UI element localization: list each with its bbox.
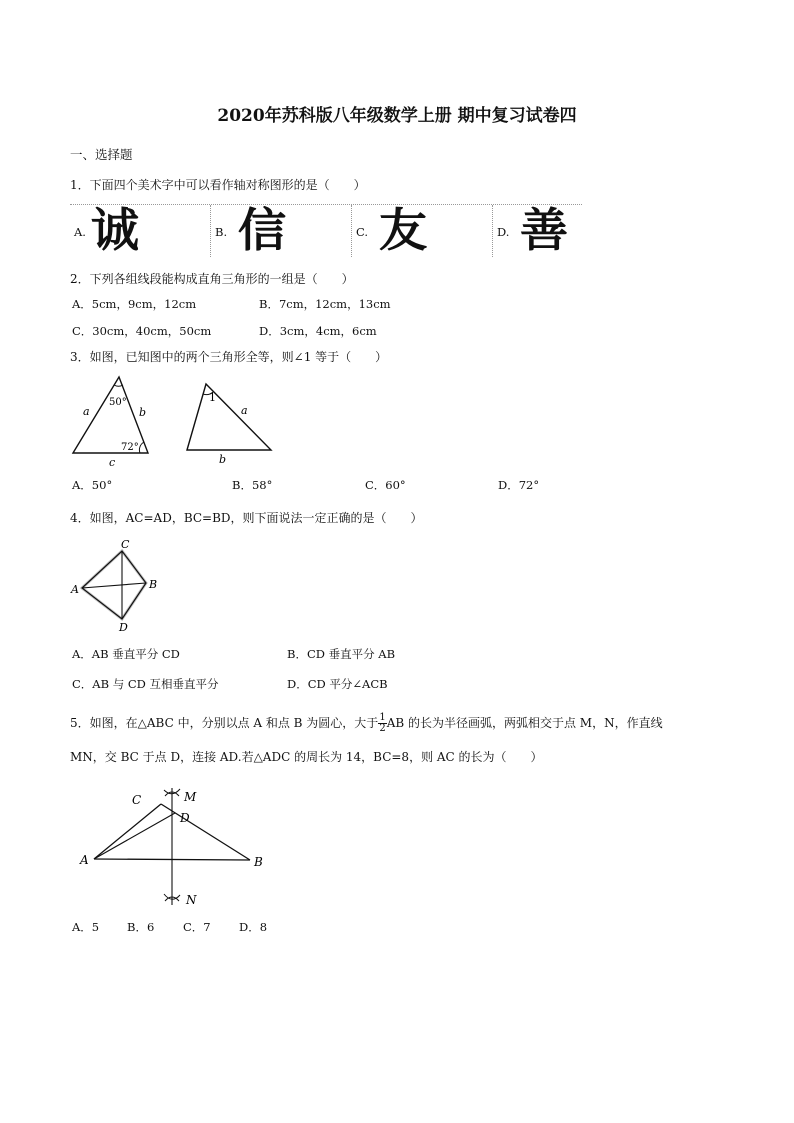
- q3-side-b-left: b: [139, 406, 147, 419]
- q1-option-c-char: 友: [378, 203, 427, 257]
- q3-side-b-right: b: [219, 453, 227, 466]
- q4-label-d: D: [119, 621, 128, 634]
- q4-option-b[interactable]: B．CD 垂直平分 AB: [287, 647, 396, 661]
- q4-figure: [66, 536, 176, 636]
- q1-option-a-label: A.: [74, 225, 86, 239]
- q5-stem-line1: [70, 713, 663, 734]
- q3-figure: [66, 370, 286, 470]
- q3-side-a-right: a: [241, 404, 248, 417]
- q3-angle-50: 50°: [109, 397, 127, 408]
- q2-option-d[interactable]: D．3cm，4cm，6cm: [259, 324, 377, 338]
- q5-figure: [74, 780, 284, 915]
- q5-label-m: M: [184, 790, 197, 804]
- section-heading: 一、选择题: [70, 147, 133, 162]
- q3-side-c-left: c: [109, 456, 116, 469]
- q4-stem: 4．如图，AC=AD，BC=BD，则下面说法一定正确的是（ ）: [70, 511, 423, 525]
- q5-label-n: N: [186, 893, 197, 907]
- q1-option-c-label: C.: [356, 225, 369, 239]
- q5-label-a: A: [80, 853, 89, 867]
- q1-option-b-char: 信: [237, 203, 286, 257]
- q3-stem: 3．如图，已知图中的两个三角形全等，则∠1 等于（ ）: [70, 350, 388, 364]
- q3-angle-72: 72°: [121, 442, 139, 453]
- q4-option-a[interactable]: A．AB 垂直平分 CD: [72, 647, 180, 661]
- q5-option-c[interactable]: C．7: [183, 920, 211, 934]
- q5-fraction-denominator: 2: [379, 723, 386, 734]
- q3-option-c[interactable]: C．60°: [365, 478, 406, 492]
- q5-stem-part-b: AB 的长为半径画弧，两弧相交于点 M，N，作直线: [386, 716, 663, 730]
- q5-label-d: D: [180, 811, 190, 825]
- q3-triangle-right: [187, 384, 271, 466]
- q3-option-d[interactable]: D．72°: [498, 478, 540, 492]
- q5-label-c: C: [132, 793, 142, 807]
- q1-option-d-char: 善: [519, 203, 568, 257]
- q1-option-a[interactable]: [70, 205, 210, 257]
- q1-stem: 1．下面四个美术字中可以看作轴对称图形的是（ ）: [70, 178, 366, 192]
- q5-option-d[interactable]: D．8: [239, 920, 268, 934]
- q5-fraction: [378, 713, 386, 734]
- q1-options: [70, 205, 582, 257]
- q5-stem-line2: MN，交 BC 于点 D，连接 AD.若△ADC 的周长为 14，BC=8，则 AC 的长为（ ）: [70, 750, 543, 764]
- q3-triangle-left: [73, 377, 148, 469]
- q3-side-a-left: a: [83, 405, 90, 418]
- q1-option-b[interactable]: [210, 205, 352, 257]
- q5-option-b[interactable]: B．6: [127, 920, 155, 934]
- q2-stem: 2．下列各组线段能构成直角三角形的一组是（ ）: [70, 272, 354, 286]
- q3-option-a[interactable]: A．50°: [72, 478, 113, 492]
- q3-option-b[interactable]: B．58°: [232, 478, 273, 492]
- q5-option-a[interactable]: A．5: [72, 920, 100, 934]
- q2-option-b[interactable]: B．7cm，12cm，13cm: [259, 297, 391, 311]
- q2-option-c[interactable]: C．30cm，40cm，50cm: [72, 324, 212, 338]
- q1-option-c[interactable]: [351, 205, 493, 257]
- q4-label-c: C: [121, 538, 130, 551]
- q3-angle-1: 1: [209, 391, 216, 404]
- q2-option-a[interactable]: A．5cm，9cm，12cm: [72, 297, 197, 311]
- q5-label-b: B: [254, 855, 263, 869]
- q4-label-a: A: [71, 583, 79, 596]
- q4-label-b: B: [149, 578, 158, 591]
- page-title: 2020年苏科版八年级数学上册 期中复习试卷四: [217, 106, 577, 126]
- q1-option-d-label: D.: [497, 225, 510, 239]
- q4-option-d[interactable]: D．CD 平分∠ACB: [287, 677, 388, 691]
- q4-option-c[interactable]: C．AB 与 CD 互相垂直平分: [72, 677, 219, 691]
- q5-stem-part-a: 5．如图，在△ABC 中，分别以点 A 和点 B 为圆心，大于: [70, 716, 379, 730]
- q1-option-b-label: B.: [215, 225, 228, 239]
- q5-fraction-numerator: 1: [379, 712, 386, 723]
- q1-option-a-char: 诚: [90, 203, 139, 257]
- q1-option-d[interactable]: [492, 205, 583, 257]
